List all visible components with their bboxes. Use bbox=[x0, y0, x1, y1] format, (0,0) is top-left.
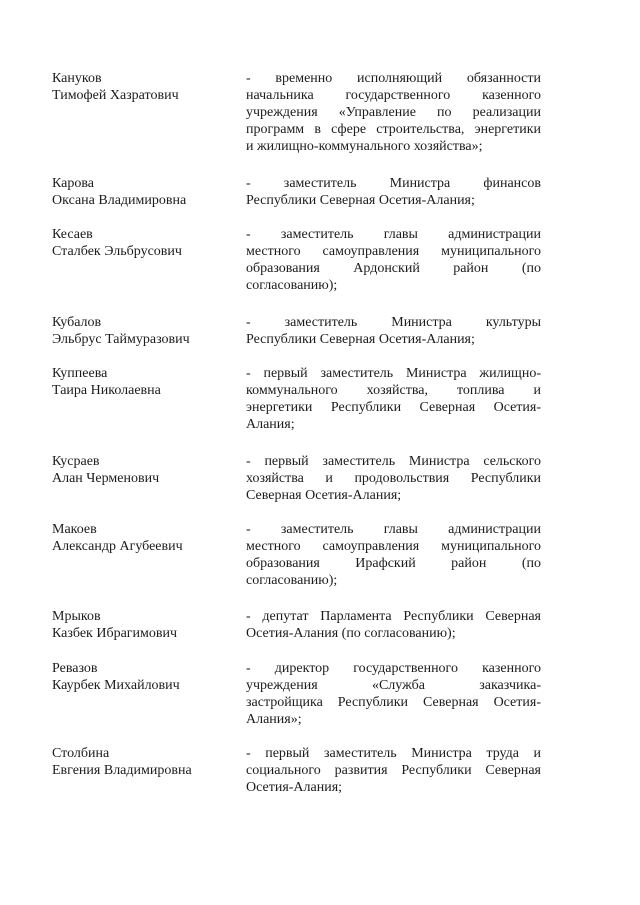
position-line: - заместитель главы администрации bbox=[246, 522, 541, 537]
member-position bbox=[246, 453, 541, 504]
position-line: Республики Северная Осетия-Алания; bbox=[246, 332, 475, 347]
member-name bbox=[52, 453, 237, 487]
member-surname: Ревазов bbox=[52, 661, 98, 676]
member-name bbox=[52, 70, 237, 104]
member-name bbox=[52, 745, 237, 779]
member-position bbox=[246, 608, 541, 642]
position-line: образования Ардонский район (по bbox=[246, 261, 541, 276]
position-line: - депутат Парламента Республики Северная bbox=[246, 609, 541, 624]
member-surname: Кесаев bbox=[52, 227, 93, 242]
member-given-names: Александр Агубеевич bbox=[52, 539, 183, 554]
position-line: энергетики Республики Северная Осетия- bbox=[246, 400, 541, 415]
member-surname: Куппеева bbox=[52, 366, 108, 381]
position-line: Осетия-Алания; bbox=[246, 780, 343, 795]
member-given-names: Эльбрус Таймуразович bbox=[52, 332, 190, 347]
position-line: и жилищно-коммунального хозяйства»; bbox=[246, 139, 483, 154]
member-given-names: Евгения Владимировна bbox=[52, 763, 192, 778]
position-line: образования Ирафский район (по bbox=[246, 556, 541, 571]
position-line: - заместитель главы администрации bbox=[246, 227, 541, 242]
member-name bbox=[52, 608, 237, 642]
position-line: - первый заместитель Министра сельского bbox=[246, 454, 541, 469]
member-name bbox=[52, 521, 237, 555]
position-line: местного самоуправления муниципального bbox=[246, 539, 541, 554]
position-line: коммунального хозяйства, топлива и bbox=[246, 383, 541, 398]
position-line: застройщика Республики Северная Осетия- bbox=[246, 695, 541, 710]
member-given-names: Тимофей Хазратович bbox=[52, 88, 179, 103]
position-line: - временно исполняющий обязанности bbox=[246, 71, 541, 86]
position-line: Северная Осетия-Алания; bbox=[246, 488, 402, 503]
member-name bbox=[52, 175, 237, 209]
member-name bbox=[52, 365, 237, 399]
member-surname: Кануков bbox=[52, 71, 102, 86]
position-line: местного самоуправления муниципального bbox=[246, 244, 541, 259]
position-line: Республики Северная Осетия-Алания; bbox=[246, 193, 475, 208]
position-line: согласованию); bbox=[246, 573, 338, 588]
member-position bbox=[246, 70, 541, 155]
member-position bbox=[246, 314, 541, 348]
position-line: Алания»; bbox=[246, 712, 302, 727]
position-line: Осетия-Алания (по согласованию); bbox=[246, 626, 456, 641]
member-given-names: Сталбек Эльбрусович bbox=[52, 244, 182, 259]
member-position bbox=[246, 521, 541, 589]
position-line: согласованию); bbox=[246, 278, 338, 293]
member-given-names: Казбек Ибрагимович bbox=[52, 626, 178, 641]
position-line: - заместитель Министра культуры bbox=[246, 315, 541, 330]
member-position bbox=[246, 745, 541, 796]
position-line: хозяйства и продовольствия Республики bbox=[246, 471, 541, 486]
member-name bbox=[52, 314, 237, 348]
member-position bbox=[246, 365, 541, 433]
position-line: социального развития Республики Северная bbox=[246, 763, 541, 778]
member-given-names: Таира Николаевна bbox=[52, 383, 161, 398]
member-given-names: Оксана Владимировна bbox=[52, 193, 187, 208]
member-surname: Мрыков bbox=[52, 609, 101, 624]
position-line: - первый заместитель Министра жилищно- bbox=[246, 366, 541, 381]
position-line: программ в сфере строительства, энергетики bbox=[246, 122, 541, 137]
member-surname: Карова bbox=[52, 176, 95, 191]
member-position bbox=[246, 660, 541, 728]
position-line: начальника государственного казенного bbox=[246, 88, 541, 103]
position-line: - директор государственного казенного bbox=[246, 661, 541, 676]
position-line: - заместитель Министра финансов bbox=[246, 176, 541, 191]
member-given-names: Каурбек Михайлович bbox=[52, 678, 180, 693]
position-line: учреждения «Служба заказчика- bbox=[246, 678, 541, 693]
member-surname: Макоев bbox=[52, 522, 97, 537]
member-surname: Кусраев bbox=[52, 454, 100, 469]
position-line: Алания; bbox=[246, 417, 295, 432]
member-name bbox=[52, 226, 237, 260]
member-surname: Столбина bbox=[52, 746, 110, 761]
member-position bbox=[246, 226, 541, 294]
position-line: учреждения «Управление по реализации bbox=[246, 105, 541, 120]
member-given-names: Алан Черменович bbox=[52, 471, 160, 486]
member-surname: Кубалов bbox=[52, 315, 102, 330]
member-position bbox=[246, 175, 541, 209]
position-line: - первый заместитель Министра труда и bbox=[246, 746, 541, 761]
member-name bbox=[52, 660, 237, 694]
